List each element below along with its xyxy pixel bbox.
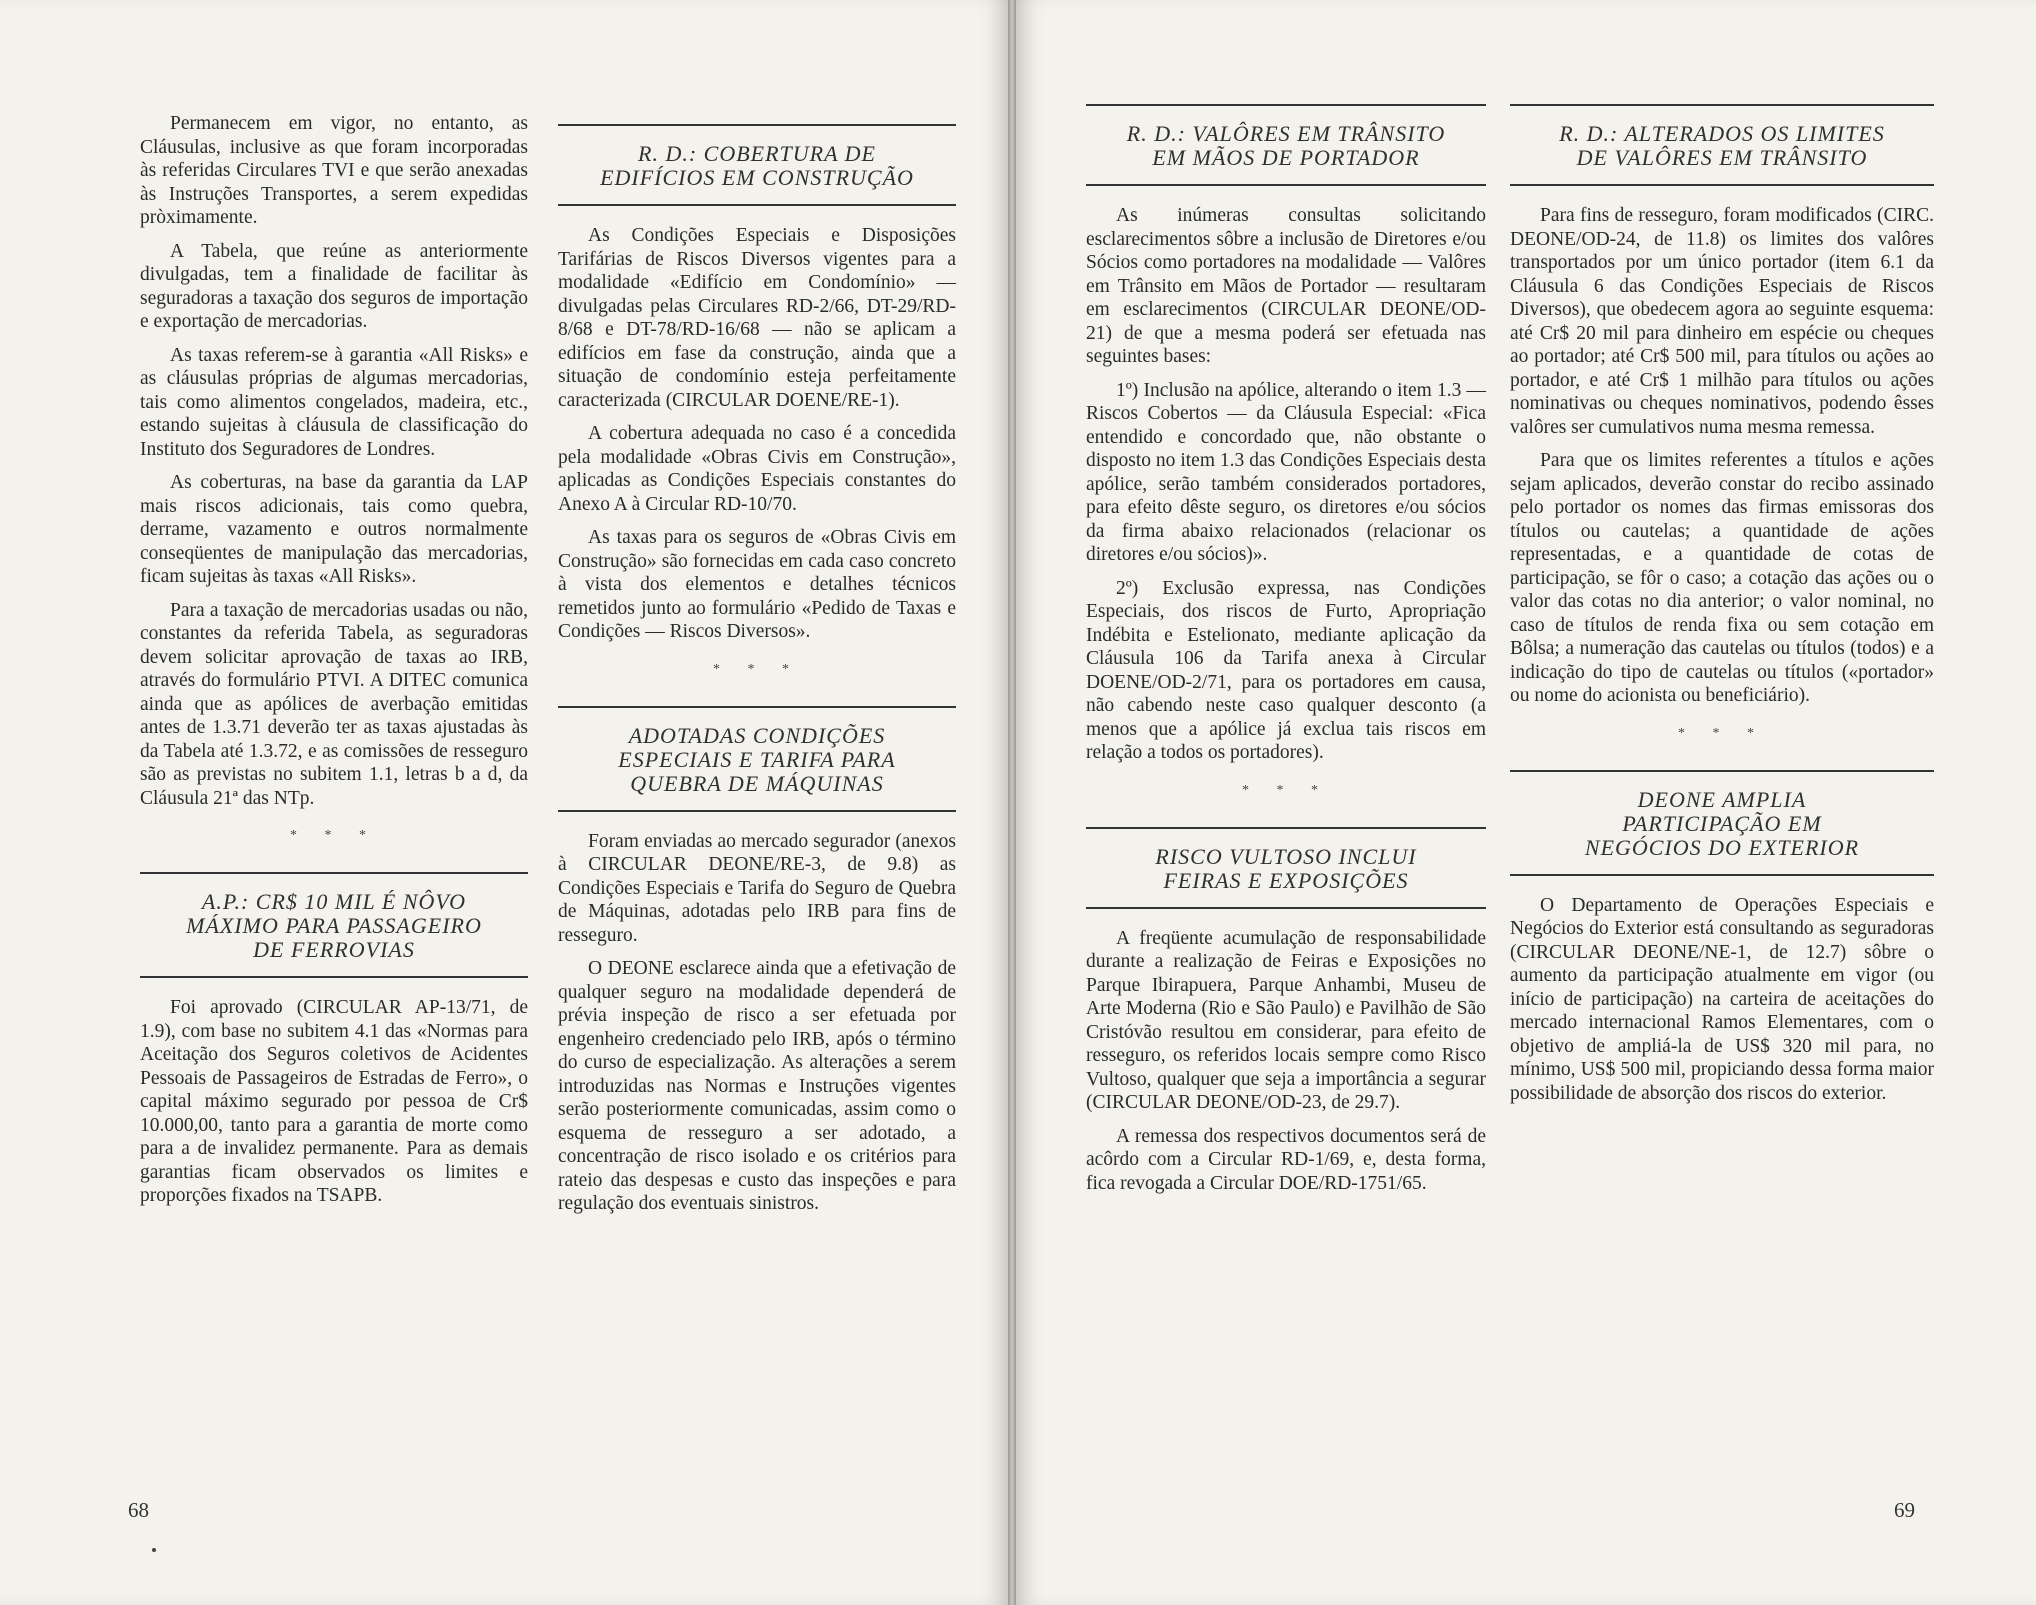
heading-line: R. D.: VALÔRES EM TRÂNSITO (1126, 121, 1446, 146)
page-number: 69 (1894, 1498, 1915, 1522)
paragraph: O DEONE esclarece ainda que a efetivação de qualquer seguro na modalidade dependerá de prévia inspeção de risco a ser efetuada por engenheiro credenciado pelo IRB, após o término do curso de especialização. As alterações a serem introduzidas nas Normas e Instruções vigentes serão posteriormente comunicadas, assim como o esquema de resseguro a ser adotado, a concentração de risco isolado e os critérios para rateio das despesas e custo das inspeções e para regulação dos eventuais sinistros. (558, 958, 956, 1214)
heading-line: R. D.: ALTERADOS OS LIMITES (1559, 121, 1885, 146)
paragraph: As inúmeras consultas solicitando esclarecimentos sôbre a inclusão de Diretores e/ou Sócios como portadores na modalidade — Valôres em Trânsito em Mãos de Portador — resultaram em esclarecimentos (CIRCULAR DEONE/OD-21) de que a mesma poderá ser efetuada nas seguintes bases: (1086, 205, 1486, 367)
heading-line: R. D.: COBERTURA DE (638, 141, 876, 166)
paragraph: As Condições Especiais e Disposições Tarifárias de Riscos Diversos vigentes para a modalidade «Edifício em Condomínio» — divulgadas pelas Circulares RD-2/66, DT-29/RD-8/68 e DT-78/RD-16/68 — não se aplicam a edifícios em fase da construção, ainda que a situação de condomínio esteja perfeitamente caracterizada (CIRCULAR DOENE/RE-1). (558, 225, 956, 411)
heading-line: MÁXIMO PARA PASSAGEIRO (186, 913, 482, 938)
right-page (1016, 0, 2036, 1605)
heading-line: DE VALÔRES EM TRÂNSITO (1576, 145, 1868, 170)
article-heading-risco-vultoso (1086, 827, 1486, 909)
book-gutter (1008, 0, 1016, 1605)
paragraph: A freqüente acumulação de responsabilidade durante a realização de Feiras e Exposições no Parque Ibirapuera, Parque Anhambi, Museu de Arte Moderna (Rio e São Paulo) e Pavilhão de São Cristóvão resultou em considerar, para efeito de resseguro, os referidos locais sempre como Risco Vultoso, qualquer que seja a importância a segurar (CIRCULAR DEONE/OD-23, de 29.7). (1086, 927, 1486, 1113)
left-column-1 (140, 112, 528, 1218)
left-column-2 (558, 112, 956, 1226)
heading-line: PARTICIPAÇÃO EM (1622, 810, 1822, 836)
article-heading-ap (140, 872, 528, 978)
paragraph: Para a taxação de mercadorias usadas ou não, constantes da referida Tabela, as seguradoras devem solicitar aprovação de taxas ao IRB, através do formulário PTVI. A DITEC comunica ainda que as apólices de averbação emitidas antes de 1.3.71 deverão ter as taxas ajustadas às da Tabela até 1.3.72, e as comissões de resseguro são as previstas no subitem 1.1, letras b a d, da Cláusula 21ª das NTp. (140, 599, 528, 809)
paragraph: A cobertura adequada no caso é a concedida pela modalidade «Obras Civis em Construção», aplicadas as Condições Especiais constantes do Anexo A à Circular RD-10/70. (558, 423, 956, 515)
heading-line: A.P.: CR$ 10 MIL É NÔVO (201, 889, 467, 914)
heading-line: DEONE AMPLIA (1637, 786, 1807, 812)
article-heading-valores-transito (1086, 104, 1486, 186)
heading-line: EDIFÍCIOS EM CONSTRUÇÃO (600, 165, 914, 190)
paragraph: O Departamento de Operações Especiais e Negócios do Exterior está consultando as seguradoras (CIRCULAR DEONE/NE-1, de 12.7) sôbre o aumento da participação atualmente em vigor (ou início de participação) na carteira de aceitações do mercado internacional Ramos Elementares, com o objetivo de ampliá-la de US$ 320 mil para, no mínimo, US$ 500 mil, propiciando dessa forma maior possibilidade de absorção dos riscos do exterior. (1510, 894, 1934, 1104)
heading-line: EM MÃOS DE PORTADOR (1152, 145, 1420, 170)
paragraph: Foram enviadas ao mercado segurador (anexos à CIRCULAR DEONE/RE-3, de 9.8) as Condições Especiais e Tarifa do Seguro de Quebra de Máquinas, adotadas pelo IRB para fins de resseguro. (558, 830, 956, 946)
right-column-2 (1510, 92, 1934, 1115)
section-separator: * * * (1242, 782, 1330, 798)
left-page (0, 0, 1008, 1605)
paragraph: Permanecem em vigor, no entanto, as Cláusulas, inclusive as que foram incorporadas às referidas Circulares TVI e que serão anexadas às Instruções Transportes, a serem expedidas pròximamente. (140, 113, 528, 228)
heading-line: QUEBRA DE MÁQUINAS (630, 770, 884, 796)
heading-line: DE FERROVIAS (253, 937, 415, 962)
paragraph: A Tabela, que reúne as anteriormente divulgadas, tem a finalidade de facilitar às seguradoras a taxação dos seguros de importação e exportação de mercadorias. (140, 240, 528, 332)
section-separator: * * * (713, 661, 801, 677)
ink-speck (152, 1548, 156, 1552)
heading-line: NEGÓCIOS DO EXTERIOR (1584, 834, 1860, 860)
section-separator: * * * (290, 828, 378, 843)
paragraph: Foi aprovado (CIRCULAR AP-13/71, de 1.9), com base no subitem 4.1 das «Normas para Aceitação dos Seguros coletivos de Acidentes Pessoais de Passageiros de Estradas de Ferro», o capital máximo segurado por pessoa de Cr$ 10.000,00, tanto para a garantia de morte como para a de invalidez permanente. Para as demais garantias ficam observados os limites e proporções fixados na TSAPB. (140, 997, 528, 1206)
article-heading-quebra-maquinas (558, 706, 956, 812)
paragraph: 1º) Inclusão na apólice, alterando o item 1.3 — Riscos Cobertos — da Cláusula Especial: «Fica entendido e concordado que, não obstante o disposto no item 1.3 das Condições Especiais desta apólice, serão também considerados portadores, para efeito dêste seguro, os diretores e/ou sócios da firma abaixo relacionados (relacionar os diretores e/ou sócios)». (1086, 379, 1486, 565)
paragraph: 2º) Exclusão expressa, nas Condições Especiais, dos riscos de Furto, Apropriação Indébita e Estelionato, mediante aplicação da Cláusula 106 da Tarifa anexa à Circular DOENE/OD-2/71, para os portadores em causa, não cabendo neste caso qualquer desconto (a menos que a apólice já exclua tais riscos em relação a todos os portadores). (1086, 577, 1486, 763)
paragraph: Para fins de resseguro, foram modificados (CIRC. DEONE/OD-24, de 11.8) os limites dos valôres transportados por um único portador (item 6.1 da Cláusula 6 das Condições Especiais de Riscos Diversos), que obedecem agora ao seguinte esquema: até Cr$ 20 mil para dinheiro em espécie ou cheques ao portador; até Cr$ 500 mil, para títulos ou ações ao portador, e até Cr$ 1 milhão para títulos ou ações nominativas ou cheques nominativos, podendo êsses valôres ser cumulativos numa mesma remessa. (1510, 205, 1934, 438)
heading-line: RISCO VULTOSO INCLUI (1155, 843, 1417, 869)
right-column-1 (1086, 92, 1486, 1205)
page-number: 68 (128, 1498, 149, 1522)
article-heading-rd-edificios (558, 124, 956, 206)
paragraph: Para que os limites referentes a títulos e ações sejam aplicados, deverão constar do recibo assinado pelo portador os nomes das firmas emissoras dos títulos ou cautelas; a quantidade de ações representadas, e a quantidade de cotas de participação, se fôr o caso; a cotação das ações ou o valor das cotas no dia anterior; o valor nominal, no caso de títulos de renda fixa ou sem cotação em Bôlsa; a numeração das cautelas ou títulos (todos) e a indicação do tipo de cautelas ou títulos («portador» ou nome do acionista ou beneficiário). (1510, 450, 1934, 706)
heading-line: FEIRAS E EXPOSIÇÕES (1163, 867, 1409, 893)
heading-line: ADOTADAS CONDIÇÕES (628, 722, 886, 748)
section-separator: * * * (1678, 725, 1766, 741)
paragraph: A remessa dos respectivos documentos será de acôrdo com a Circular RD-1/69, e, desta forma, fica revogada a Circular DOE/RD-1751/65. (1086, 1125, 1486, 1194)
paragraph: As taxas referem-se à garantia «All Risks» e as cláusulas próprias de algumas mercadorias, tais como alimentos congelados, madeira, etc., estando sujeitas à cláusula de classificação do Instituto dos Seguradores de Londres. (140, 344, 528, 460)
paragraph: As taxas para os seguros de «Obras Civis em Construção» são fornecidas em cada caso concreto à vista dos elementos e detalhes técnicos remetidos junto ao formulário «Pedido de Taxas e Condições — Riscos Diversos». (558, 527, 956, 642)
heading-line: ESPECIAIS E TARIFA PARA (618, 746, 896, 772)
paragraph: As coberturas, na base da garantia da LAP mais riscos adicionais, tais como quebra, derrame, vazamento e outros normalmente conseqüentes de manipulação das mercadorias, ficam sujeitas às taxas «All Risks». (140, 472, 528, 587)
article-heading-deone-exterior (1510, 770, 1934, 876)
article-heading-limites-valores (1510, 104, 1934, 186)
